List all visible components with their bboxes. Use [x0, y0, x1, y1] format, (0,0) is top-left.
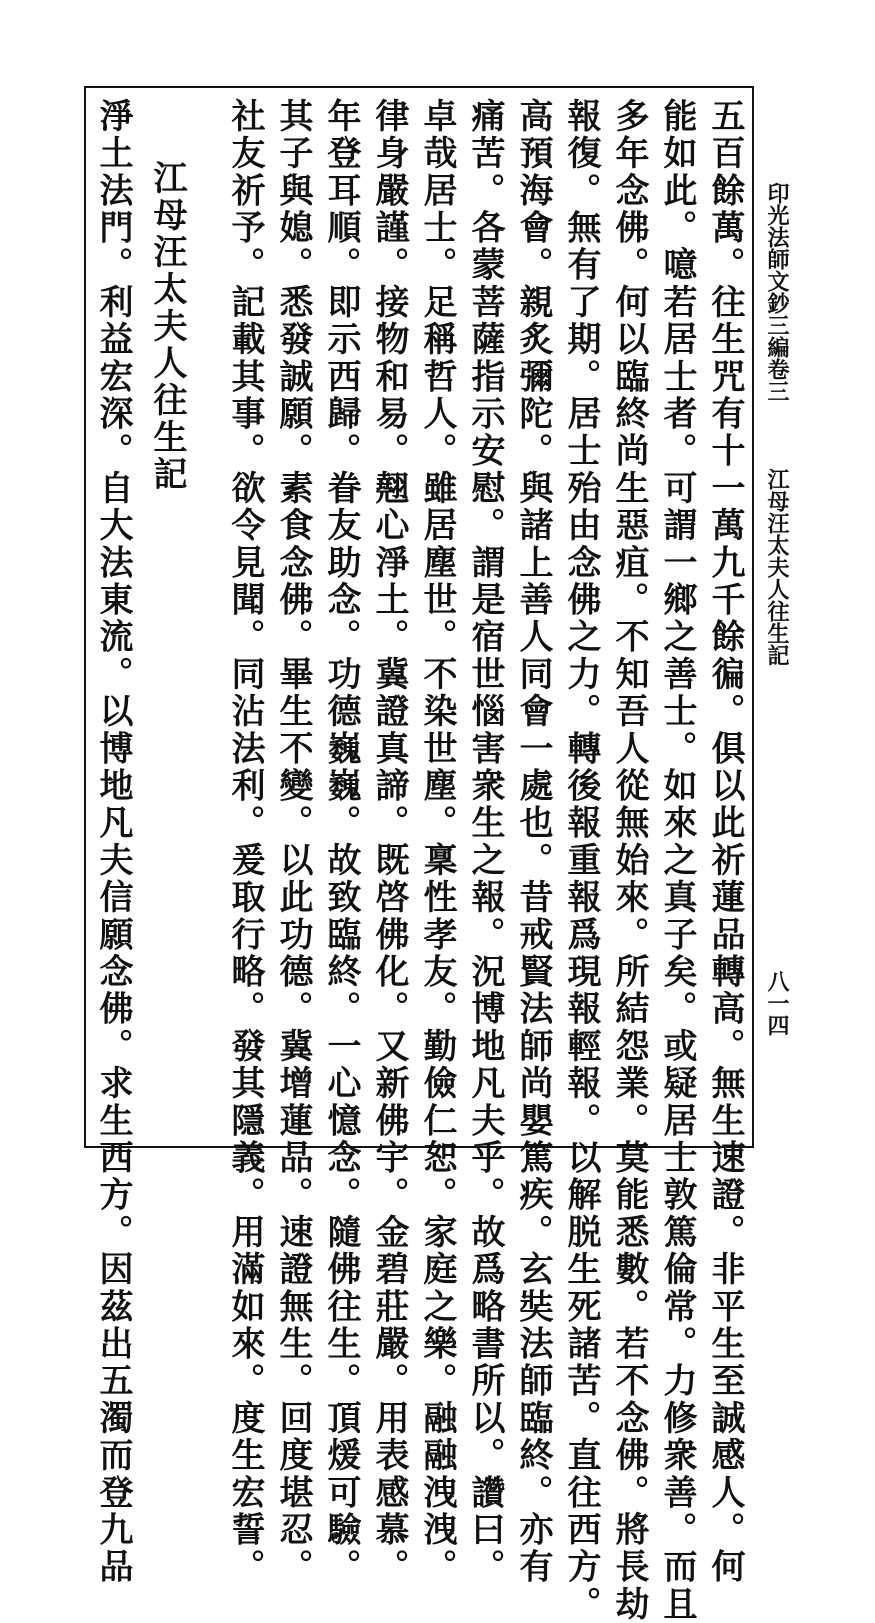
book-title: 印光法師文鈔三編卷三 — [764, 182, 790, 402]
text-column-5: 高預海會。親炙彌陀。與諸上善人同會一處也。昔戒賢法師尚嬰篤疾。玄奘法師臨終。亦有 — [513, 98, 553, 1586]
text-column-6: 痛苦。各蒙菩薩指示安慰。謂是宿世惱害衆生之報。況博地凡夫乎。故爲略書所以。讚曰。 — [465, 98, 505, 1586]
frame-top-rule — [84, 86, 754, 88]
text-column-1: 五百餘萬。往生咒有十一萬九千餘徧。俱以此祈蓮品轉高。無生速證。非平生至誠感人。何 — [705, 98, 745, 1586]
frame-left-rule — [84, 86, 86, 1148]
page-number: 八一四 — [764, 970, 790, 1036]
article-heading: 江母汪太夫人往生記 — [147, 160, 187, 493]
text-column-3: 多年念佛。何以臨終尚生惡疽。不知吾人從無始來。所結怨業。莫能悉數。若不念佛。將長劫 — [609, 98, 649, 1623]
page-margin-header — [756, 0, 806, 1229]
frame-right-rule — [752, 86, 754, 1148]
text-column-9: 年登耳順。即示西歸。眷友助念。功德巍巍。故致臨終。一心憶念。隨佛往生。頂煖可驗。 — [321, 98, 361, 1586]
text-column-8: 律身嚴謹。接物和易。翹心淨土。冀證真諦。既啓佛化。又新佛宇。金碧莊嚴。用表感慕。 — [369, 98, 409, 1586]
text-column-14: 淨土法門。利益宏深。自大法東流。以博地凡夫信願念佛。求生西方。因茲出五濁而登九品 — [93, 98, 133, 1586]
text-column-11: 社友祈予。記載其事。欲令見聞。同沾法利。爰取行略。發其隱義。用滿如來。度生宏誓。 — [225, 98, 265, 1586]
running-section-title: 江母汪太夫人往生記 — [764, 468, 790, 666]
text-column-10: 其子與媳。悉發誠願。素食念佛。畢生不變。以此功德。冀增蓮品。速證無生。回度堪忍。 — [273, 98, 313, 1586]
text-column-2: 能如此。噫若居士者。可謂一鄉之善士。如來之真子矣。或疑居士敦篤倫常。力修衆善。而且 — [657, 98, 697, 1623]
text-column-4: 報復。無有了期。居士殆由念佛之力。轉後報重報爲現報輕報。以解脱生死諸苦。直往西方。 — [561, 98, 601, 1623]
text-column-7: 卓哉居士。足稱哲人。雖居塵世。不染世塵。稟性孝友。勤儉仁恕。家庭之樂。融融洩洩。 — [417, 98, 457, 1586]
